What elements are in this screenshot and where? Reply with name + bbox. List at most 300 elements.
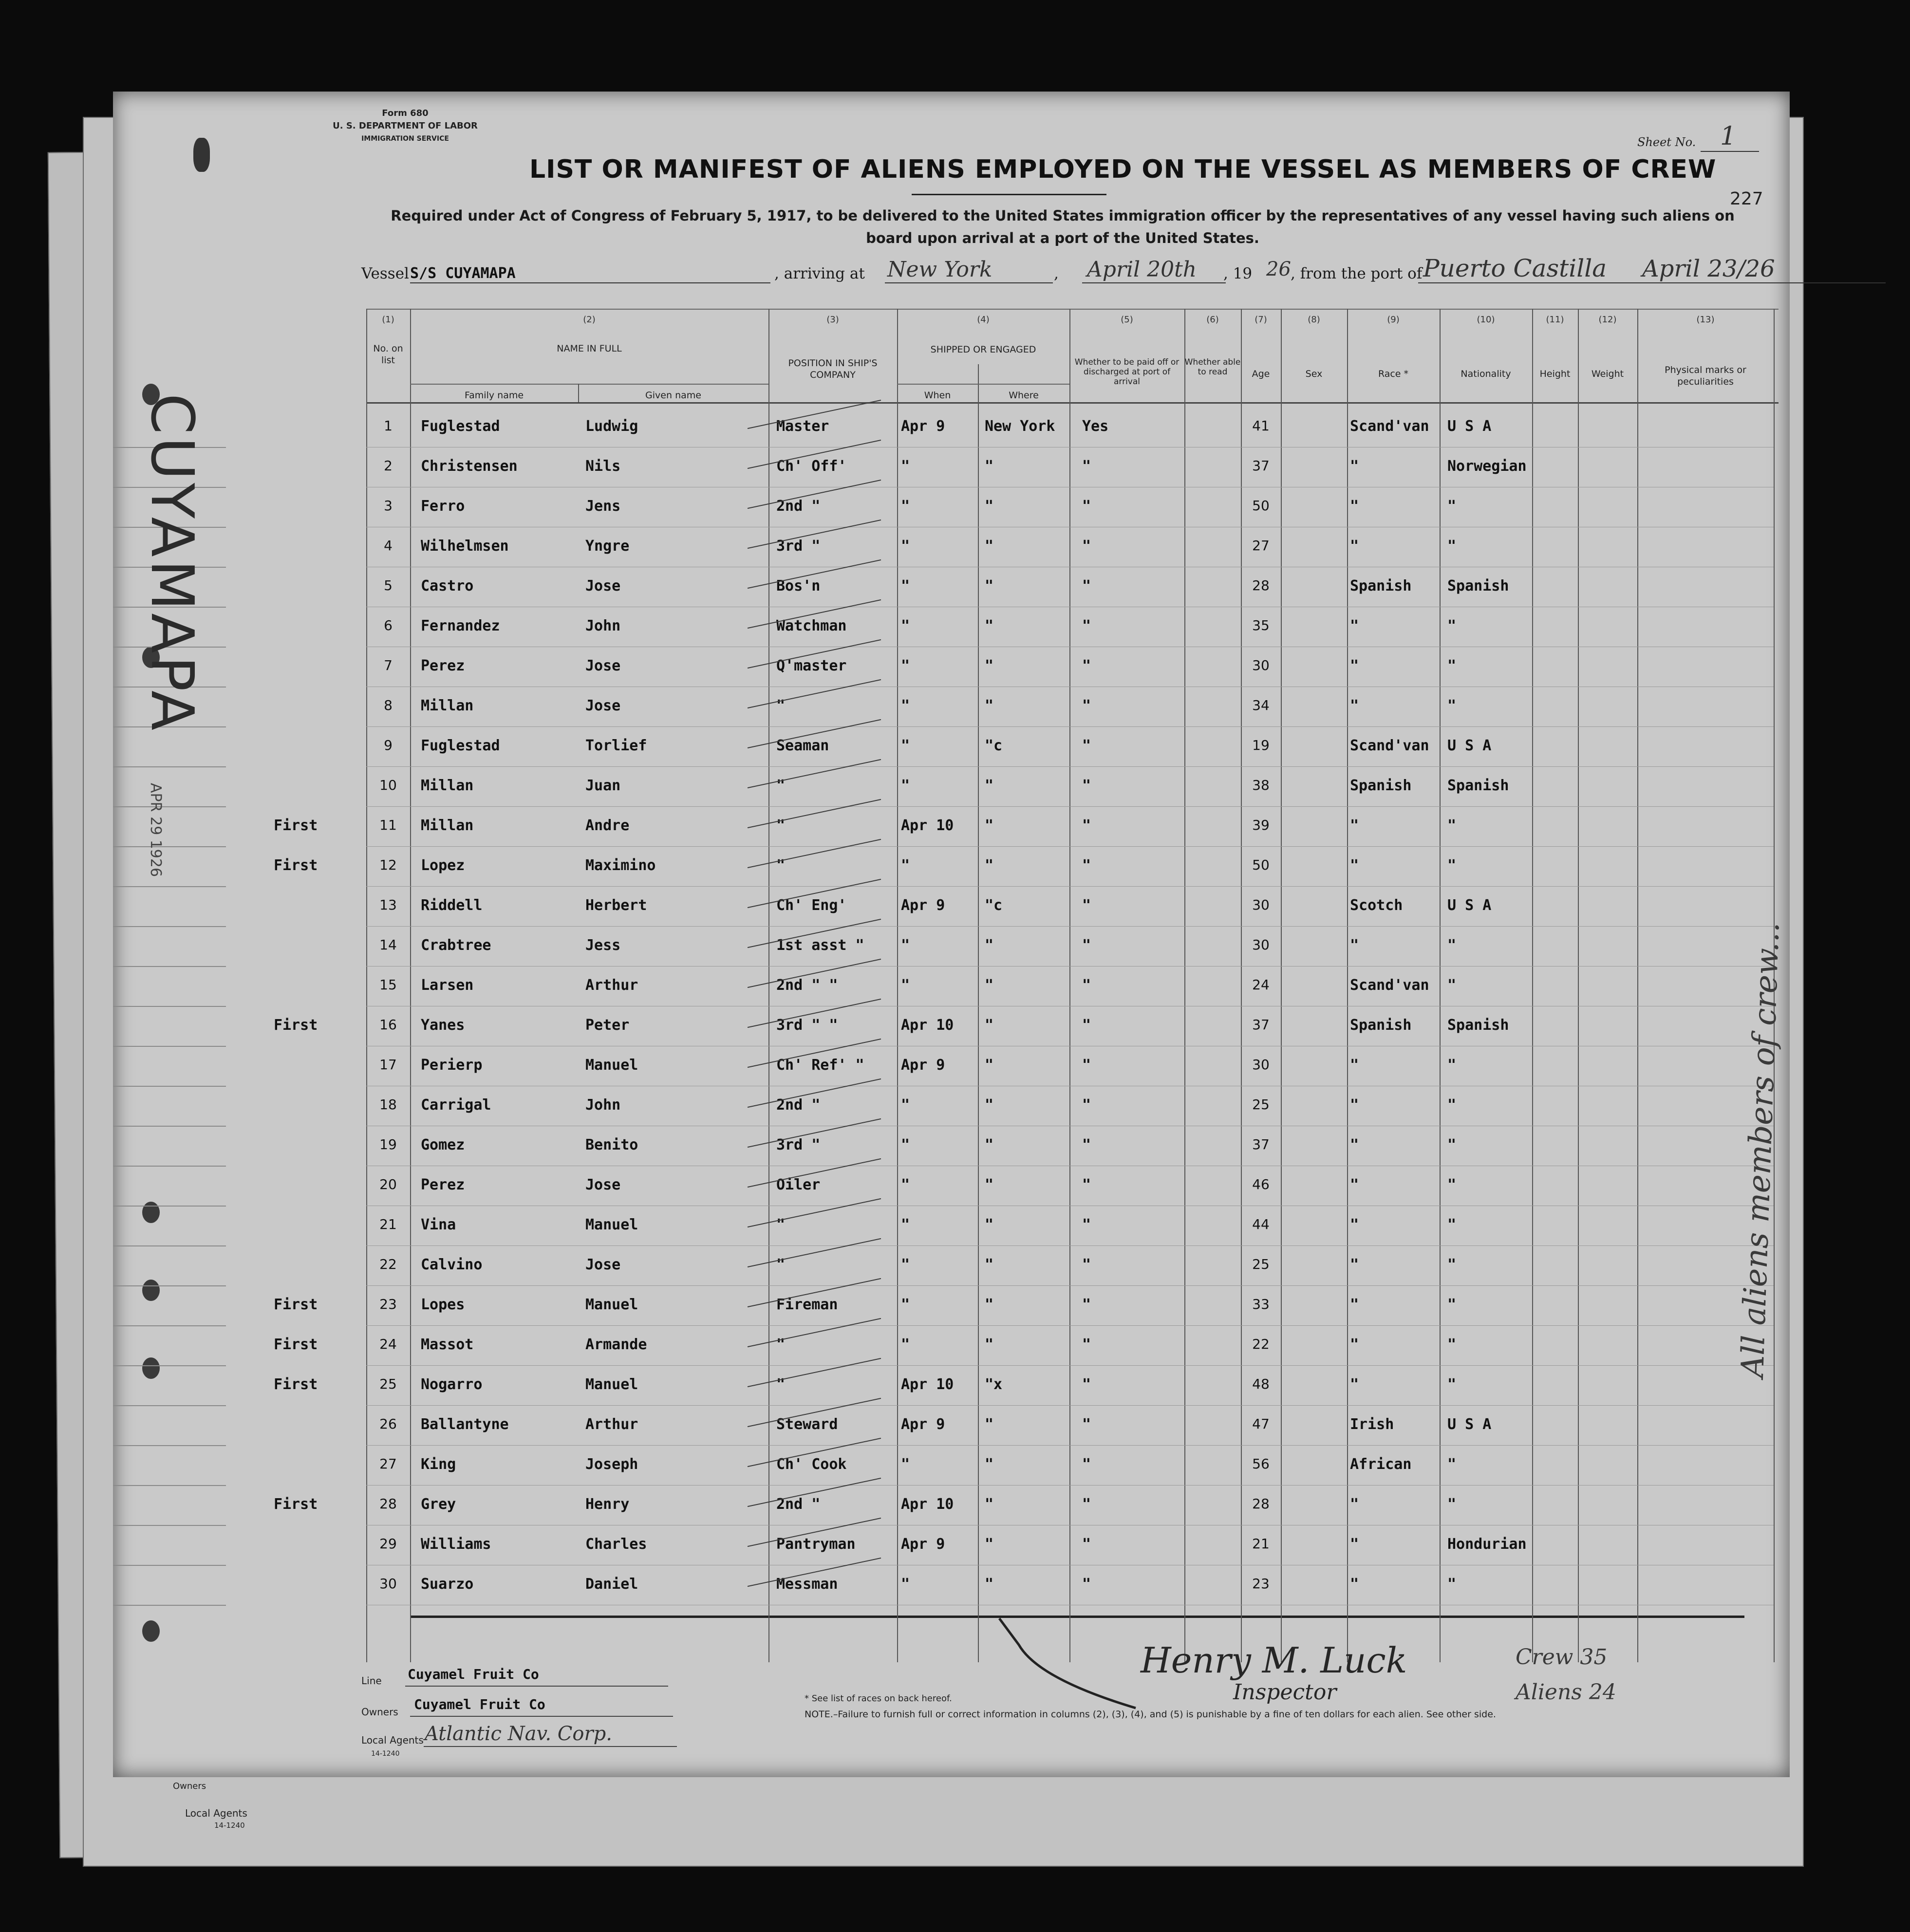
family-name: Fernandez (421, 617, 500, 634)
from-port: Puerto Castilla (1423, 254, 1607, 282)
table-row (113, 408, 1790, 446)
given-name: Torlief (585, 737, 647, 754)
paid-off: " (1082, 1496, 1091, 1513)
given-name: Daniel (585, 1576, 638, 1593)
race: " (1350, 1176, 1359, 1193)
binding-hole (142, 1620, 160, 1642)
family-name: Vina (421, 1216, 456, 1233)
row-number: 4 (384, 538, 393, 554)
shipped-when: " (901, 577, 910, 594)
shipped-where: " (985, 977, 994, 994)
shipped-where: " (985, 1576, 994, 1593)
given-name: Andre (585, 817, 630, 834)
age: 23 (1252, 1576, 1270, 1592)
table-row (113, 1566, 1790, 1604)
table-row (113, 1406, 1790, 1445)
family-name: Grey (421, 1496, 456, 1513)
shipped-when: " (901, 1576, 910, 1593)
given-name: Jose (585, 657, 621, 674)
paid-off: " (1082, 617, 1091, 634)
family-name: Gomez (421, 1136, 465, 1153)
col-head-shipped: SHIPPED OR ENGAGED (930, 344, 1036, 355)
paid-off: " (1082, 1216, 1091, 1233)
race: Scand'van (1350, 737, 1429, 754)
race: " (1350, 1256, 1359, 1273)
nationality: " (1447, 1576, 1457, 1593)
shipped-where: " (985, 1496, 994, 1513)
given-name: Henry (585, 1496, 630, 1513)
table-row (113, 488, 1790, 526)
shipped-where: " (985, 1296, 994, 1313)
nationality: " (1447, 1057, 1457, 1074)
manifest-sheet (113, 92, 1790, 1777)
race: " (1350, 817, 1359, 834)
position: " (776, 1216, 786, 1233)
nationality: Spanish (1447, 1017, 1509, 1034)
family-name: Wilhelmsen (421, 538, 509, 555)
family-name: Larsen (421, 977, 474, 994)
col-head-height: Height (1539, 369, 1571, 379)
given-name: Manuel (585, 1296, 638, 1313)
table-row (113, 1486, 1790, 1524)
col-head-name: NAME IN FULL (557, 343, 622, 354)
departure-date: April 23/26 (1642, 255, 1775, 282)
family-name: Massot (421, 1336, 474, 1353)
table-row (113, 967, 1790, 1005)
position: " (776, 777, 786, 794)
row-number: 19 (379, 1136, 397, 1152)
row-number: 18 (379, 1096, 397, 1113)
shipped-when: " (901, 617, 910, 634)
family-name: Calvino (421, 1256, 483, 1273)
given-name: Joseph (585, 1456, 638, 1473)
family-name: Millan (421, 777, 474, 794)
col-head-race: Race * (1378, 369, 1409, 379)
row-rule (366, 726, 1774, 727)
race: " (1350, 1216, 1359, 1233)
shipped-where: " (985, 857, 994, 874)
paid-off: " (1082, 1096, 1091, 1114)
nationality: " (1447, 657, 1457, 674)
shipped-when: " (901, 538, 910, 555)
shipped-when: " (901, 737, 910, 754)
nationality: " (1447, 1296, 1457, 1313)
position: " (776, 1336, 786, 1353)
paid-off: " (1082, 458, 1091, 475)
shipped-when: " (901, 1456, 910, 1473)
shipped-when: " (901, 458, 910, 475)
family-name: Williams (421, 1536, 491, 1553)
sheet-number-value: 1 (1720, 122, 1737, 151)
position: " (776, 857, 786, 874)
form-number: Form 680 (382, 108, 429, 118)
given-name: Maximino (585, 857, 656, 874)
row-rule (366, 1485, 1774, 1486)
row-number: 20 (379, 1176, 397, 1192)
nationality: " (1447, 1136, 1457, 1153)
rule (424, 1746, 677, 1747)
nationality: U S A (1447, 1416, 1492, 1433)
shipped-where: " (985, 1176, 994, 1193)
table-row (113, 1207, 1790, 1245)
position: Pantryman (776, 1536, 856, 1553)
shipped-where: " (985, 1416, 994, 1433)
given-name: Manuel (585, 1216, 638, 1233)
given-name: Manuel (585, 1376, 638, 1393)
nationality: " (1447, 857, 1457, 874)
shipped-when: Apr 10 (901, 1017, 954, 1034)
age: 46 (1252, 1176, 1270, 1192)
nationality: U S A (1447, 737, 1492, 754)
given-name: Arthur (585, 977, 638, 994)
age: 28 (1252, 577, 1270, 594)
age: 24 (1252, 977, 1270, 993)
race: " (1350, 1376, 1359, 1393)
paid-off: " (1082, 697, 1091, 714)
position: Oiler (776, 1176, 821, 1193)
position: Master (776, 418, 829, 435)
position: Seaman (776, 737, 829, 754)
row-number: 1 (384, 418, 393, 434)
margin-rule (113, 1405, 226, 1406)
margin-rule (113, 806, 226, 807)
family-name: Lopez (421, 857, 465, 874)
margin-rule (113, 1605, 226, 1606)
family-name: King (421, 1456, 456, 1473)
position: " (776, 1256, 786, 1273)
name-subheader-rule (410, 384, 768, 385)
table-row (113, 887, 1790, 926)
date-separator: , (1054, 265, 1059, 282)
row-rule (366, 846, 1774, 847)
col-head-paid-off: Whether to be paid off or discharged at port of arrival (1074, 357, 1180, 387)
given-name: John (585, 1096, 621, 1114)
year-suffix: 26 (1266, 258, 1291, 280)
shipped-where: " (985, 1096, 994, 1114)
position: Bos'n (776, 577, 821, 594)
margin-rule (113, 926, 226, 927)
vessel-line (361, 254, 1910, 296)
paid-off: " (1082, 737, 1091, 754)
paid-off: Yes (1082, 418, 1109, 435)
nationality: " (1447, 1096, 1457, 1114)
row-number: 11 (379, 817, 397, 833)
margin-rule (113, 1206, 226, 1207)
shipped-when: " (901, 498, 910, 515)
paid-off: " (1082, 1256, 1091, 1273)
given-name: Arthur (585, 1416, 638, 1433)
shipped-when: Apr 9 (901, 1536, 945, 1553)
race: " (1350, 697, 1359, 714)
row-number: 29 (379, 1536, 397, 1552)
paid-off: " (1082, 1057, 1091, 1074)
row-rule (366, 806, 1774, 807)
paid-off: " (1082, 657, 1091, 674)
table-row (113, 687, 1790, 726)
family-name: Castro (421, 577, 474, 594)
row-number: 24 (379, 1336, 397, 1352)
given-name: Jose (585, 1176, 621, 1193)
shipped-where: " (985, 498, 994, 515)
table-row (113, 807, 1790, 846)
shipped-when: " (901, 1136, 910, 1153)
arriving-port: New York (887, 257, 992, 282)
col-num: (9) (1387, 315, 1400, 325)
shipped-where: " (985, 617, 994, 634)
shipped-when: " (901, 1216, 910, 1233)
nationality: Spanish (1447, 577, 1509, 594)
act-notice-line-1: Required under Act of Congress of February 5, 1917, to be delivered to the United States immigration officer by the representatives of any vessel having such aliens on (391, 207, 1735, 224)
shipped-where: " (985, 1216, 994, 1233)
shipped-when: Apr 10 (901, 1496, 954, 1513)
rule (405, 1686, 668, 1687)
nationality: " (1447, 937, 1457, 954)
position: Messman (776, 1576, 838, 1593)
col-head-sex: Sex (1305, 369, 1323, 379)
age: 19 (1252, 737, 1270, 753)
agents-value: Atlantic Nav. Corp. (425, 1723, 612, 1745)
age: 39 (1252, 817, 1270, 833)
given-name: Benito (585, 1136, 638, 1153)
paid-off: " (1082, 1376, 1091, 1393)
shipped-where: " (985, 817, 994, 834)
received-date-stamp: APR 29 1926 (147, 783, 164, 877)
nationality: Spanish (1447, 777, 1509, 794)
nationality: " (1447, 538, 1457, 555)
shipped-where: " (985, 1536, 994, 1553)
paid-off: " (1082, 1136, 1091, 1153)
page-title: LIST OR MANIFEST OF ALIENS EMPLOYED ON THE VESSEL AS MEMBERS OF CREW (529, 155, 1717, 184)
table-row (113, 1167, 1790, 1205)
arrival-date: April 20th (1087, 257, 1197, 282)
paid-off: " (1082, 1296, 1091, 1313)
position: 2nd " (776, 1096, 821, 1114)
given-name: Armande (585, 1336, 647, 1353)
shipped-where: " (985, 657, 994, 674)
race: " (1350, 458, 1359, 475)
margin-rule (113, 886, 226, 887)
col-num: (1) (382, 315, 394, 325)
nationality: " (1447, 1376, 1457, 1393)
family-name: Suarzo (421, 1576, 474, 1593)
table-row (113, 1047, 1790, 1085)
given-name: Herbert (585, 897, 647, 914)
nationality: " (1447, 617, 1457, 634)
table-row (113, 1526, 1790, 1564)
age: 27 (1252, 538, 1270, 554)
age: 56 (1252, 1456, 1270, 1472)
age: 25 (1252, 1096, 1270, 1113)
col-head-age: Age (1252, 369, 1270, 379)
row-number: 28 (379, 1496, 397, 1512)
paid-off: " (1082, 777, 1091, 794)
table-row (113, 1446, 1790, 1485)
margin-note-first: First (274, 1017, 318, 1034)
col-num: (5) (1121, 315, 1133, 325)
col-num: (12) (1598, 315, 1617, 325)
shipped-where: " (985, 1136, 994, 1153)
shipped-where: "c (985, 897, 1003, 914)
table-top-rule (366, 309, 1779, 310)
margin-rule (113, 766, 226, 767)
family-name: Riddell (421, 897, 483, 914)
nationality: " (1447, 1216, 1457, 1233)
nationality: " (1447, 697, 1457, 714)
row-number: 14 (379, 937, 397, 953)
shipped-when: Apr 10 (901, 1376, 954, 1393)
age: 50 (1252, 857, 1270, 873)
shipped-when: " (901, 1176, 910, 1193)
table-row (113, 1286, 1790, 1325)
age: 30 (1252, 897, 1270, 913)
margin-note-first: First (274, 1496, 318, 1513)
age: 50 (1252, 498, 1270, 514)
form-code: 14-1240 (371, 1750, 400, 1758)
family-name: Millan (421, 817, 474, 834)
shipped-where: " (985, 777, 994, 794)
sheet-number-label: Sheet No. (1637, 135, 1696, 149)
table-row (113, 1326, 1790, 1365)
col-num: (8) (1308, 315, 1320, 325)
race: " (1350, 857, 1359, 874)
margin-rule (113, 1126, 226, 1127)
age: 47 (1252, 1416, 1270, 1432)
race: " (1350, 1136, 1359, 1153)
position: Ch' Eng' (776, 897, 847, 914)
rule (410, 1716, 673, 1717)
paid-off: " (1082, 977, 1091, 994)
keyhole-punch (193, 138, 210, 172)
nationality: " (1447, 1256, 1457, 1273)
margin-rule (113, 1485, 226, 1486)
race: " (1350, 538, 1359, 555)
margin-rule (113, 1245, 226, 1246)
age: 28 (1252, 1496, 1270, 1512)
col-head-nationality: Nationality (1461, 369, 1511, 379)
margin-rule (113, 1325, 226, 1326)
year-prefix: , 19 (1223, 265, 1253, 282)
col-head-read: Whether able to read (1184, 357, 1241, 377)
shipped-where: "x (985, 1376, 1003, 1393)
row-rule (366, 1365, 1774, 1366)
col-head-marks: Physical marks or peculiarities (1665, 365, 1746, 387)
crew-table-body (113, 408, 1790, 1611)
age: 35 (1252, 617, 1270, 633)
age: 34 (1252, 697, 1270, 713)
bracket-stroke (990, 1616, 1223, 1713)
nationality: U S A (1447, 897, 1492, 914)
form-header (318, 107, 493, 145)
age: 37 (1252, 1017, 1270, 1033)
race: " (1350, 1057, 1359, 1074)
nationality: Hondurian (1447, 1536, 1527, 1553)
margin-note: All aliens members of crew... (1735, 921, 1787, 1378)
margin-rule (113, 1046, 226, 1047)
shipped-when: " (901, 857, 910, 874)
given-name: Juan (585, 777, 621, 794)
table-row (113, 448, 1790, 486)
rule (410, 282, 770, 283)
position: Ch' Cook (776, 1456, 847, 1473)
row-number: 3 (384, 498, 393, 514)
paid-off: " (1082, 1456, 1091, 1473)
shipped-where: " (985, 1256, 994, 1273)
row-number: 9 (384, 737, 393, 753)
table-row (113, 1087, 1790, 1125)
paid-off: " (1082, 1017, 1091, 1034)
col-head-given: Given name (645, 390, 701, 401)
paid-off: " (1082, 817, 1091, 834)
table-row (113, 927, 1790, 966)
col-num: (11) (1546, 315, 1564, 325)
given-name: Charles (585, 1536, 647, 1553)
paid-off: " (1082, 1336, 1091, 1353)
shipped-when: Apr 10 (901, 817, 954, 834)
margin-rule (113, 1285, 226, 1286)
shipped-where: New York (985, 418, 1055, 435)
nationality: " (1447, 1176, 1457, 1193)
col-head-when: When (924, 390, 951, 401)
shipped-when: Apr 9 (901, 1416, 945, 1433)
table-row (113, 608, 1790, 646)
page-number: 227 (1730, 189, 1763, 209)
vessel-label: Vessel (361, 265, 409, 282)
race: Spanish (1350, 577, 1412, 594)
inspector-title: Inspector (1233, 1680, 1337, 1705)
department-name: U. S. DEPARTMENT OF LABOR (333, 121, 478, 131)
family-name: Perez (421, 1176, 465, 1193)
col-head-weight: Weight (1591, 369, 1624, 379)
table-row (113, 727, 1790, 766)
nationality: " (1447, 1336, 1457, 1353)
row-number: 7 (384, 657, 393, 673)
margin-note-first: First (274, 1336, 318, 1353)
race: Scotch (1350, 897, 1403, 914)
col-num: (13) (1696, 315, 1715, 325)
margin-rule (113, 1166, 226, 1167)
family-name: Perierp (421, 1057, 483, 1074)
position: Ch' Off' (776, 458, 847, 475)
race: African (1350, 1456, 1412, 1473)
age: 44 (1252, 1216, 1270, 1232)
act-notice-line-2: board upon arrival at a port of the United States. (866, 230, 1259, 246)
col-num: (7) (1255, 315, 1267, 325)
table-row (113, 568, 1790, 606)
given-name: John (585, 617, 621, 634)
from-port-label: , from the port of (1291, 265, 1423, 282)
position: 3rd " (776, 538, 821, 555)
col-num: (6) (1206, 315, 1219, 325)
row-number: 27 (379, 1456, 397, 1472)
agents-label: Local Agents (361, 1734, 424, 1746)
inspector-signature: Henry M. Luck (1141, 1640, 1407, 1681)
family-name: Ballantyne (421, 1416, 509, 1433)
given-name: Yngre (585, 538, 630, 555)
family-name: Carrigal (421, 1096, 491, 1114)
age: 37 (1252, 1136, 1270, 1152)
shipped-when: " (901, 697, 910, 714)
crew-count: Crew 35 (1516, 1645, 1608, 1670)
race: " (1350, 1536, 1359, 1553)
row-number: 16 (379, 1017, 397, 1033)
age: 21 (1252, 1536, 1270, 1552)
position: " (776, 697, 786, 714)
title-rule (912, 194, 1106, 195)
race: " (1350, 1576, 1359, 1593)
family-name: Lopes (421, 1296, 465, 1313)
paid-off: " (1082, 1416, 1091, 1433)
given-name: Nils (585, 458, 621, 475)
